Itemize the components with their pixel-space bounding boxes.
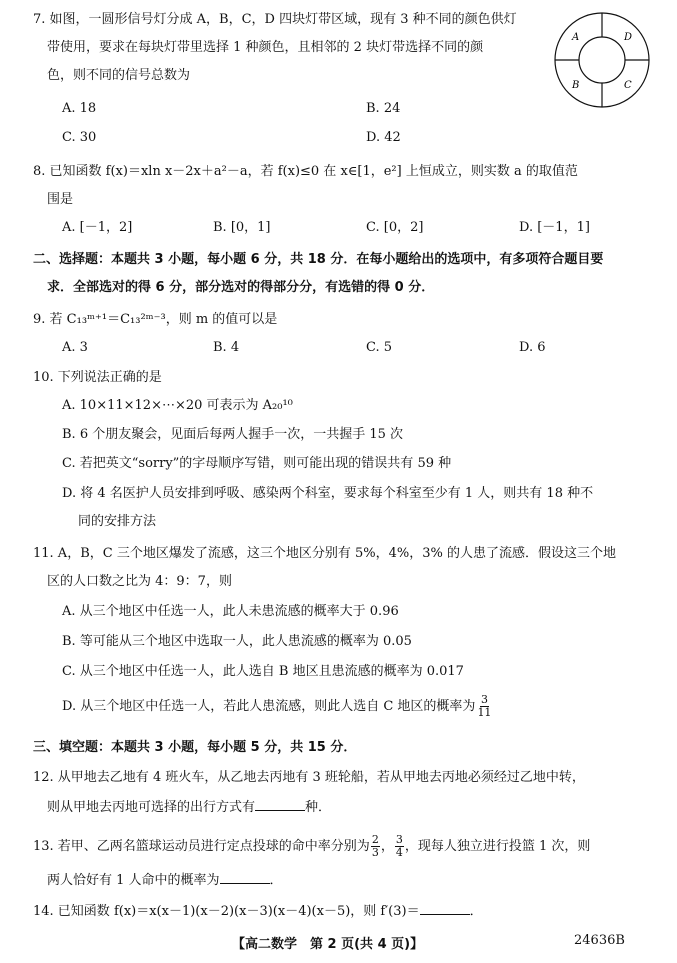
q10-option-d-line-2: 同的安排方法: [78, 514, 157, 529]
q8-line-1: 8. 已知函数 f(x)＝xln x－2x＋a²－a，若 f(x)≤0 在 x∈[1，e²] 上恒成立，则实数 a 的取值范: [33, 164, 578, 179]
fraction-numerator: 3: [480, 693, 488, 706]
q12-line-1: 12. 从甲地去乙地有 4 班火车，从乙地去丙地有 3 班轮船，若从甲地去丙地必须经过乙地中转，: [33, 770, 585, 785]
fraction-numerator: 2: [371, 833, 379, 846]
q13-line-2-text: 两人恰好有 1 人命中的概率为: [47, 873, 220, 888]
q13-line-1-text: 13. 若甲、乙两名篮球运动员进行定点投球的命中率分别为: [33, 839, 370, 854]
q8-option-d: D. [－1，1]: [519, 220, 590, 235]
q10-stem: 10. 下列说法正确的是: [33, 370, 162, 385]
fraction-numerator: 3: [395, 833, 403, 846]
q7-option-d: D. 42: [366, 130, 401, 145]
section-2-heading-line-1: 二、选择题：本题共 3 小题，每小题 6 分，共 18 分．在每小题给出的选项中，有多项符合题目要: [33, 252, 604, 267]
fraction-denominator: 4: [395, 846, 403, 859]
inner-circle: [579, 37, 625, 83]
q10-option-d-line-1: D. 将 4 名医护人员安排到呼吸、感染两个科室，要求每个科室至少有 1 人，则共有 18 种不: [62, 486, 594, 501]
q10-option-a: A. 10×11×12×⋯×20 可表示为 A₂₀¹⁰: [62, 398, 293, 413]
region-label-b: B: [572, 80, 580, 91]
q13-line-2: [47, 871, 283, 891]
q13-separator: ，: [380, 839, 394, 854]
signal-light-figure: [552, 10, 652, 110]
region-label-a: A: [572, 32, 580, 43]
q10-option-b: B. 6 个朋友聚会，见面后每两人握手一次，一共握手 15 次: [62, 427, 404, 442]
paper-code: 24636B: [574, 933, 625, 948]
q13-answer-blank: [220, 871, 270, 884]
q11-option-b: B. 等可能从三个地区中选取一人，此人患流感的概率为 0.05: [62, 634, 412, 649]
q14-line-1-text: 14. 已知函数 f(x)＝x(x－1)(x－2)(x－3)(x－4)(x－5)，则 f′(3)＝: [33, 904, 420, 919]
q14-line-1: [33, 902, 483, 922]
q10-option-c: C. 若把英文“sorry”的字母顺序写错，则可能出现的错误共有 59 种: [62, 456, 452, 471]
q8-option-c: C. [0，2]: [366, 220, 424, 235]
q11-option-a: A. 从三个地区中任选一人，此人未患流感的概率大于 0.96: [62, 604, 399, 619]
q11-option-d-fraction: [476, 694, 492, 719]
section-3-heading: 三、填空题：本题共 3 小题，每小题 5 分，共 15 分．: [33, 740, 357, 755]
section-2-heading-line-2: 求．全部选对的得 6 分，部分选对的得部分分，有选错的得 0 分．: [47, 280, 435, 295]
q11-option-c: C. 从三个地区中任选一人，此人选自 B 地区且患流感的概率为 0.017: [62, 664, 464, 679]
q7-option-b: B. 24: [366, 101, 401, 116]
q7-option-c: C. 30: [62, 130, 97, 145]
q8-option-a: A. [－1，2]: [62, 220, 133, 235]
q13-fraction-2: [395, 834, 404, 859]
page-footer: 【高二数学 第 2 页(共 4 页)】: [232, 937, 424, 952]
q14-line-1-suffix: ．: [469, 904, 483, 919]
q7-line-1: 7. 如图，一圆形信号灯分成 A，B，C，D 四块灯带区域，现有 3 种不同的颜色供灯: [33, 12, 517, 27]
q11-option-d-text: D. 从三个地区中任选一人，若此人患流感，则此人选自 C 地区的概率为: [62, 699, 476, 714]
fraction-denominator: 3: [371, 846, 379, 859]
fraction-denominator: 11: [477, 706, 492, 719]
q7-line-3: 色，则不同的信号总数为: [47, 68, 191, 83]
q13-line-1: [33, 834, 590, 859]
q7-option-a: A. 18: [62, 101, 97, 116]
q13-line-1-suffix: ，现每人独立进行投篮 1 次，则: [404, 839, 591, 854]
q7-line-2: 带使用，要求在每块灯带里选择 1 种颜色，且相邻的 2 块灯带选择不同的颜: [47, 40, 484, 55]
q12-answer-blank: [255, 798, 305, 811]
q12-line-2: [47, 798, 331, 818]
q9-option-a: A. 3: [62, 340, 88, 355]
q9-option-c: C. 5: [366, 340, 393, 355]
q13-line-2-suffix: ．: [269, 873, 283, 888]
q12-line-2-text: 则从甲地去丙地可选择的出行方式有: [47, 800, 256, 815]
q9-option-b: B. 4: [213, 340, 240, 355]
q9-option-d: D. 6: [519, 340, 546, 355]
q11-line-1: 11. A，B，C 三个地区爆发了流感，这三个地区分别有 5%，4%，3% 的人患了流感．假设这三个地: [33, 546, 616, 561]
q8-option-b: B. [0，1]: [213, 220, 271, 235]
q11-option-d: [62, 694, 493, 719]
region-label-d: D: [624, 32, 633, 43]
q8-line-2: 围是: [47, 192, 74, 207]
q14-answer-blank: [420, 902, 470, 915]
q9-stem: 9. 若 C₁₃ᵐ⁺¹＝C₁₃²ᵐ⁻³，则 m 的值可以是: [33, 312, 278, 327]
q13-fraction-1: [371, 834, 380, 859]
region-label-c: C: [624, 80, 632, 91]
q11-line-2: 区的人口数之比为 4：9：7，则: [47, 574, 232, 589]
q12-line-2-suffix: 种．: [305, 800, 332, 815]
